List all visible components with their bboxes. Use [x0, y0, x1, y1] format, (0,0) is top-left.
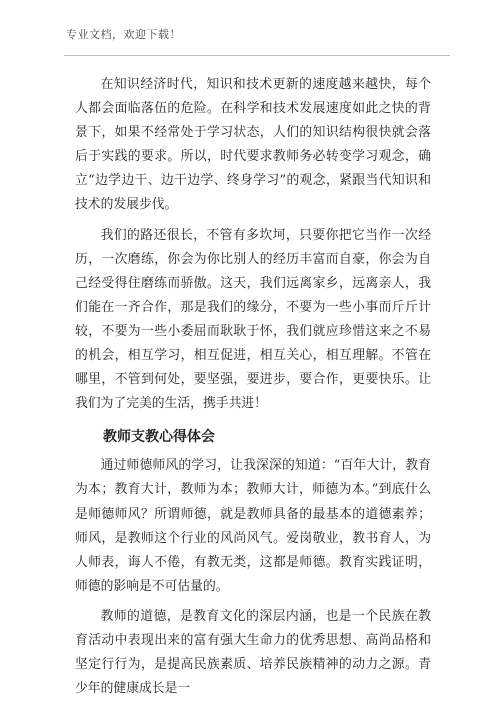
paragraph-3: 通过师德师风的学习，让我深深的知道：“百年大计，教育为本；教育大计，教师为本；教师大计，师德为本。”到底什么是师德师风？所谓师德，就是教师具备的最基本的道德素养；师风，是教师这个行业的风尚风气。爱岗敬业，教书育人，为人师表，诲人不倦，有教无类，这都是师德。教育实践证明，师德的影响是不可估量的。	[75, 458, 431, 594]
header-divider	[64, 55, 450, 56]
paragraph-1: 在知识经济时代，知识和技术更新的速度越来越快，每个人都会面临落伍的危险。在科学和技术发展速度如此之快的背景下，如果不经常处于学习状态，人们的知识结构很快就会落后于实践的要求。所以，时代要求教师务必转变学习观念，确立“边学边干、边干边学、终身学习”的观念，紧跟当代知识和技术的发展步伐。	[75, 77, 431, 213]
paragraph-4: 教师的道德，是教育文化的深层内涵，也是一个民族在教育活动中表现出来的富有强大生命力的优秀思想、高尚品格和坚定行行为，是提高民族素质、培养民族精神的动力之源。青少年的健康成长是一	[75, 608, 431, 697]
section-title: 教师支教心得体会	[103, 429, 215, 446]
document-body	[75, 73, 431, 701]
page-header: 专业文档，欢迎下载！	[66, 28, 181, 41]
paragraph-2: 我们的路还很长，不管有多坎坷，只要你把它当作一次经历，一次磨练，你会为你比别人的经历丰富而自豪，你会为自己经受得住磨练而骄傲。这天，我们远离家乡，远离亲人，我们能在一齐合作，那是我们的缘分，不要为一些小事而斤斤计较，不要为一些小委屈而耿耿于怀，我们就应珍惜这来之不易的机会，相互学习，相互促进，相互关心，相互理解。不管在哪里，不管到何处，要坚强，要进步，要合作，更要快乐。让我们为了完美的生活，携手共进！	[75, 227, 431, 412]
